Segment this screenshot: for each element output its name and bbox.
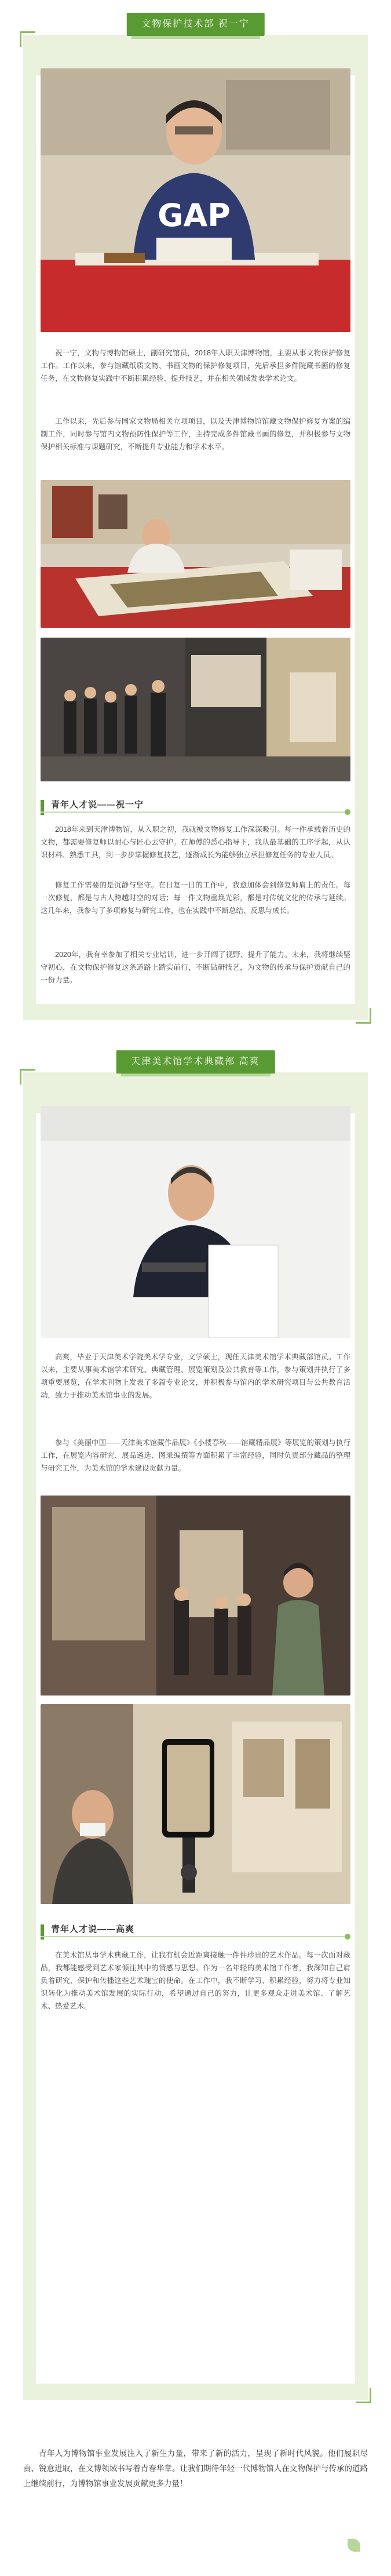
section-1-subheader-text: 青年人才说——祝一宁	[51, 800, 144, 810]
conservator-photo	[41, 68, 350, 332]
section-1-quote-3: 2020年，我有幸参加了相关专业培训，进一步开阔了视野、提升了能力。未来，我将继续坚守初心，在文物保护修复这条道路上踏实前行，不断钻研技艺，为文物的传承与保护贡献自己的一份力量。	[41, 951, 350, 984]
section-1-title: 文物保护技术部 祝一宁	[126, 13, 264, 36]
section-1-subheader	[41, 794, 350, 817]
subheader-accent-bar	[41, 800, 44, 815]
panel-corner-decoration	[20, 1069, 35, 1085]
subheader-dot-decoration	[345, 1934, 350, 1940]
section-2-subheader-text: 青年人才说——高爽	[51, 1924, 135, 1934]
subheader-divider	[41, 1936, 350, 1937]
section-2-bio: 高爽，毕业于天津美术学院美术学专业，文学硕士，现任天津美术馆学术典藏部馆员。工作以来，主要从事美术馆学术研究、典藏管理、展览策划及公共教育等工作，参与策划并执行了多项重要展览，在学术刊物上发表了多篇专业论文，并积极参与馆内的学术研究项目与公共教育活动，致力于推动美术馆事业的发展。	[41, 1353, 350, 1399]
restoration-photo	[41, 480, 350, 628]
exhibition-tour-photo	[41, 638, 350, 781]
filming-photo	[41, 1704, 350, 1904]
subheader-divider	[41, 812, 350, 813]
panel-corner-decoration	[20, 31, 35, 47]
subheader-dot-decoration	[345, 809, 350, 815]
section-1-bio: 祝一宁，文物与博物馆硕士，副研究馆员，2018年入职天津博物馆，主要从事文物保护修复工作。工作以来，参与馆藏纸质文物、书画文物的保护修复项目，先后承担多件院藏书画的修复任务，在文物修复实践中不断积累经验、提升技艺，并在相关领域发表学术论文。	[41, 349, 350, 383]
section-1-quote-1: 2018年来到天津博物馆，从入职之初，我就被文物修复工作深深吸引。每一件承载着历史的文物，都需要修复师以耐心与匠心去守护。在师傅的悉心指导下，我从最基础的工序学起，从认识材料、熟悉工具，到一步步掌握修复技艺，逐渐成长为能够独立承担修复任务的专业人员。	[41, 825, 350, 859]
lecture-photo	[41, 1106, 350, 1338]
panel-corner-decoration	[356, 1008, 371, 1024]
section-2-subheader	[41, 1919, 350, 1942]
leaf-decoration	[348, 2539, 360, 2552]
gallery-tour-photo	[41, 1496, 350, 1695]
section-2-title: 天津美术馆学术典藏部 高爽	[116, 1050, 275, 1074]
section-1-quote-2: 修复工作需要的是沉静与坚守。在日复一日的工作中，我愈加体会到修复师肩上的责任。每一次修复，都是与古人跨越时空的对话；每一件文物重焕光彩，都是对传统文化的传承与延续。这几年来，我参与了多项修复与研究工作，也在实践中不断总结、反思与成长。	[41, 881, 350, 915]
section-1-work-paragraph: 工作以来，先后参与国家文物局相关立项项目，以及天津博物馆馆藏文物保护修复方案的编制工作，同时参与馆内文物预防性保护等工作，主持完成多件馆藏书画的修复，并积极参与文物保护相关标准与课题研究，不断提升专业能力和学术水平。	[41, 417, 350, 451]
closing-paragraph: 青年人为博物馆事业发展注入了新生力量，带来了新的活力，呈现了新时代风貌。他们履职尽责、锐意进取，在文博领域书写着青春华章。让我们期待年轻一代博物馆人在文物保护与传承的道路上继续前行，为博物馆事业发展贡献更多力量！	[23, 2449, 368, 2488]
panel-corner-decoration	[356, 2388, 371, 2403]
subheader-accent-bar	[41, 1924, 44, 1940]
svg-text:GAP: GAP	[158, 197, 231, 234]
section-2-quote-1: 在美术馆从事学术典藏工作，让我有机会近距离接触一件件珍贵的艺术作品。每一次面对藏品，我都能感受到艺术家倾注其中的情感与思想。作为一名年轻的美术馆工作者，我深知自己肩负着研究、保护和传播这些艺术瑰宝的使命。在工作中，我不断学习、积累经验，努力将专业知识转化为推动美术馆发展的实际行动，希望通过自己的努力，让更多观众走进美术馆、了解艺术、热爱艺术。	[41, 1951, 350, 2010]
section-2-bio-2: 参与《美丽中国——天津美术馆藏作品展》《小楼春秋——馆藏精品展》等展览的策划与执行工作，在展览内容研究、展品遴选、图录编撰等方面积累了丰富经验，同时负责部分藏品的整理与研究工作，为美术馆的学术建设贡献力量。	[41, 1439, 350, 1472]
